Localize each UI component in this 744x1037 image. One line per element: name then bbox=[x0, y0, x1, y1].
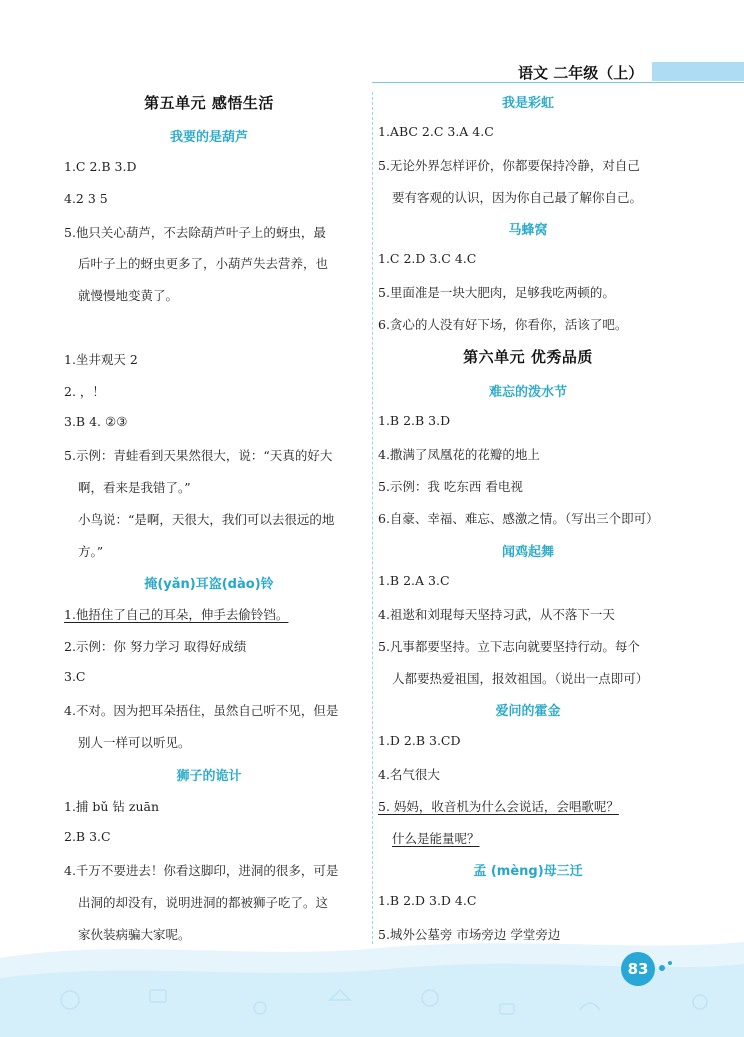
answer-line: 2.B 3.C bbox=[64, 829, 111, 844]
answer-line: 方。” bbox=[78, 544, 104, 559]
answer-line: 啊，看来是我错了。” bbox=[78, 480, 191, 495]
unit-title-5: 第五单元 感悟生活 bbox=[144, 94, 274, 112]
answer-line: 5.里面准是一块大肥肉，足够我吃两顿的。 bbox=[378, 285, 615, 300]
answer-line: 1.B 2.B 3.D bbox=[378, 413, 451, 428]
answer-line: 4.祖逖和刘琨每天坚持习武，从不落下一天 bbox=[378, 607, 615, 622]
answer-line: 1.B 2.D 3.D 4.C bbox=[378, 893, 477, 908]
answer-line: 5.凡事都要坚持。立下志向就要坚持行动。每个 bbox=[378, 639, 640, 654]
answer-line: 1.ABC 2.C 3.A 4.C bbox=[378, 124, 494, 139]
section-title: 我要的是葫芦 bbox=[169, 130, 248, 145]
page-number: 83 bbox=[621, 952, 655, 986]
answer-line: 5.示例：青蛙看到天果然很大，说：“天真的好大 bbox=[64, 448, 333, 463]
answer-line: 4.撒满了凤凰花的花瓣的地上 bbox=[378, 447, 540, 462]
answer-line: 4.不对。因为把耳朵捂住，虽然自己听不见，但是 bbox=[64, 703, 339, 718]
decor-dot bbox=[659, 965, 665, 971]
answer-line: 就慢慢地变黄了。 bbox=[78, 288, 179, 303]
section-title: 掩(yǎn)耳盗(dào)铃 bbox=[144, 577, 274, 592]
answer-line: 5.示例：我 吃东西 看电视 bbox=[378, 479, 523, 494]
unit-title-6: 第六单元 优秀品质 bbox=[463, 348, 593, 366]
header-accent-bar bbox=[652, 62, 744, 81]
column-divider bbox=[372, 92, 373, 944]
section-title: 孟 (mèng)母三迁 bbox=[473, 864, 583, 879]
answer-line: 出洞的却没有，说明进洞的都被狮子吃了。这 bbox=[78, 895, 329, 910]
answer-line: 别人一样可以听见。 bbox=[78, 735, 191, 750]
answer-line: 小鸟说：“是啊，天很大，我们可以去很远的地 bbox=[78, 512, 335, 527]
underlined-answer: 5. 妈妈，收音机为什么会说话，会唱歌呢？ bbox=[378, 799, 619, 814]
answer-line: 人都要热爱祖国，报效祖国。（说出一点即可） bbox=[392, 671, 649, 686]
decor-dot bbox=[668, 961, 672, 965]
answer-line: 后叶子上的蚜虫更多了，小葫芦失去营养，也 bbox=[78, 256, 329, 271]
answer-line: 4.2 3 5 bbox=[64, 191, 108, 206]
section-title: 闻鸡起舞 bbox=[501, 545, 554, 560]
answer-line: 1.C 2.B 3.D bbox=[64, 159, 137, 174]
answer-line: 4.千万不要进去！你看这脚印，进洞的很多，可是 bbox=[64, 863, 339, 878]
answer-line: 4.名气很大 bbox=[378, 767, 440, 782]
answer-line: 家伙装病骗大家呢。 bbox=[78, 927, 191, 942]
section-title: 爱问的霍金 bbox=[495, 704, 561, 719]
section-title: 难忘的泼水节 bbox=[488, 385, 567, 400]
answer-line: 5.他只关心葫芦，不去除葫芦叶子上的蚜虫，最 bbox=[64, 225, 326, 240]
answer-line: 1.D 2.B 3.CD bbox=[378, 733, 461, 748]
answer-line: 1.坐井观天 2 bbox=[64, 352, 138, 367]
section-title: 马蜂窝 bbox=[508, 223, 548, 238]
answer-line: 1.捕 bǔ 钻 zuān bbox=[64, 799, 160, 814]
answer-line bbox=[378, 797, 619, 815]
header-rule bbox=[372, 82, 744, 83]
answer-line: 3.B 4. ②③ bbox=[64, 414, 128, 429]
underlined-answer: 什么是能量呢？ bbox=[392, 831, 480, 846]
answer-line: 要有客观的认识，因为你自己最了解你自己。 bbox=[392, 190, 643, 205]
answer-line: 5.城外公墓旁 市场旁边 学堂旁边 bbox=[378, 927, 561, 942]
answer-line: 3.C bbox=[64, 669, 86, 684]
answer-line: 1.B 2.A 3.C bbox=[378, 573, 450, 588]
answer-line: 2. ，！ bbox=[64, 384, 105, 399]
section-title: 我是彩虹 bbox=[501, 96, 554, 111]
answer-line: 6.自豪、幸福、难忘、感激之情。（写出三个即可） bbox=[378, 511, 659, 526]
answer-line bbox=[392, 829, 480, 847]
answer-line bbox=[64, 605, 288, 623]
answer-line: 5.无论外界怎样评价，你都要保持冷静，对自己 bbox=[378, 158, 640, 173]
header-label: 语文 二年级（上） bbox=[518, 64, 644, 82]
underlined-answer: 1.他捂住了自己的耳朵，伸手去偷铃铛。 bbox=[64, 607, 289, 622]
answer-line: 6.贪心的人没有好下场，你看你，活该了吧。 bbox=[378, 317, 628, 332]
answer-line: 1.C 2.D 3.C 4.C bbox=[378, 251, 477, 266]
section-title: 狮子的诡计 bbox=[176, 769, 242, 784]
answer-line: 2.示例：你 努力学习 取得好成绩 bbox=[64, 639, 247, 654]
